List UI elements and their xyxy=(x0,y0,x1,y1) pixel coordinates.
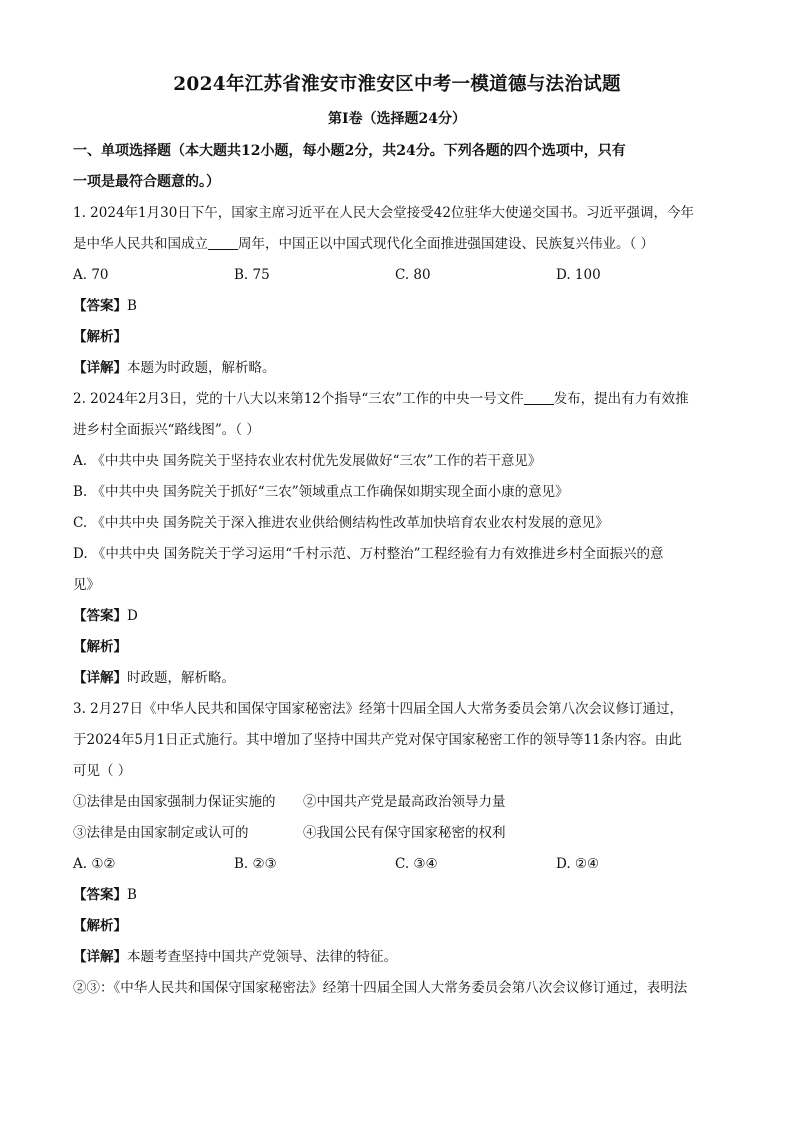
question-1-stem-part-b: 周年，中国正以中国式现代化全面推进强国建设、民族复兴伟业。（ ） xyxy=(238,236,655,252)
question-2-stem-line-1 xyxy=(73,384,723,415)
question-3-stem-line-2: 于2024年5月1日正式施行。其中增加了坚持中国共产党对保守国家秘密工作的领导等11条内容。由此 xyxy=(73,732,682,748)
page-title: 2024年江苏省淮安市淮安区中考一模道德与法治试题 xyxy=(173,74,621,95)
detail-text: 本题为时政题，解析略。 xyxy=(127,360,276,376)
question-3-detail xyxy=(73,942,723,973)
option-a: A. 70 xyxy=(73,267,109,283)
section-heading-line-1: 一、单项选择题（本大题共12小题，每小题2分，共24分。下列各题的四个选项中，只有 xyxy=(73,143,626,159)
option-b: B. 《中共中央 国务院关于抓好“三农”领域重点工作确保如期实现全面小康的意见》 xyxy=(73,484,569,500)
fill-blank xyxy=(208,235,238,250)
option-a: A. 《中共中央 国务院关于坚持农业农村优先发展做好“三农”工作的若干意见》 xyxy=(73,453,542,469)
statement-1: ①法律是由国家强制力保证实施的 xyxy=(73,794,276,810)
statement-2: ②中国共产党是最高政治领导力量 xyxy=(303,794,506,810)
question-1-options xyxy=(73,260,723,291)
analysis-label: 【解析】 xyxy=(73,329,127,345)
statement-3: ③法律是由国家制定或认可的 xyxy=(73,825,249,841)
question-2-answer xyxy=(73,601,723,632)
option-a: A. ①② xyxy=(73,856,116,872)
question-1 xyxy=(73,198,723,384)
answer-label: 【答案】 xyxy=(73,298,127,314)
question-2-analysis xyxy=(73,632,723,663)
question-2-stem-line-2: 进乡村全面振兴“路线图”。（ ） xyxy=(73,422,260,438)
question-2-stem-part-a: 2. 2024年2月3日，党的十八大以来第12个指导“三农”工作的中央一号文件 xyxy=(73,391,524,407)
statements-row-1 xyxy=(73,787,723,818)
detail-label: 【详解】 xyxy=(73,949,127,965)
option-d: D. 100 xyxy=(556,267,601,283)
question-1-stem-line-2 xyxy=(73,229,723,260)
question-2-detail xyxy=(73,663,723,694)
question-3-explanation: ②③：《中华人民共和国保守国家秘密法》经第十四届全国人大常务委员会第八次会议修订通过，表明法 xyxy=(73,980,688,996)
statements-row-2 xyxy=(73,818,723,849)
option-d: D. 《中共中央 国务院关于学习运用“千村示范、万村整治”工程经验有力有效推进乡村全面振兴的意 xyxy=(73,546,664,562)
question-3 xyxy=(73,694,723,1004)
option-b: B. 75 xyxy=(234,267,270,283)
analysis-label: 【解析】 xyxy=(73,639,127,655)
question-1-detail xyxy=(73,353,723,384)
option-c: C. 《中共中央 国务院关于深入推进农业供给侧结构性改革加快培育农业农村发展的意见》 xyxy=(73,515,609,531)
question-3-analysis xyxy=(73,911,723,942)
answer-value: D xyxy=(127,608,138,624)
option-c: C. ③④ xyxy=(395,856,438,872)
detail-text: 本题考查坚持中国共产党领导、法律的特征。 xyxy=(127,949,397,965)
option-d: D. ②④ xyxy=(556,856,600,872)
analysis-label: 【解析】 xyxy=(73,918,127,934)
question-1-stem-line-1: 1. 2024年1月30日下午，国家主席习近平在人民大会堂接受42位驻华大使递交国书。习近平强调，今年 xyxy=(73,205,694,221)
question-3-answer xyxy=(73,880,723,911)
fill-blank xyxy=(524,390,554,405)
question-3-options xyxy=(73,849,723,880)
question-1-analysis xyxy=(73,322,723,353)
document-body xyxy=(73,136,723,1004)
question-3-stem-line-3: 可见（ ） xyxy=(73,763,132,779)
option-c: C. 80 xyxy=(395,267,431,283)
question-3-stem-line-1: 3. 2月27日《中华人民共和国保守国家秘密法》经第十四届全国人大常务委员会第八次会议修订通过， xyxy=(73,701,683,717)
answer-label: 【答案】 xyxy=(73,887,127,903)
detail-text: 时政题，解析略。 xyxy=(127,670,235,686)
answer-value: B xyxy=(127,887,137,903)
section-heading-line-2: 一项是最符合题意的。） xyxy=(73,174,220,190)
question-1-stem-part-a: 是中华人民共和国成立 xyxy=(73,236,208,252)
detail-label: 【详解】 xyxy=(73,360,127,376)
question-2-stem-part-b: 发布，提出有力有效推 xyxy=(553,391,689,407)
statement-4: ④我国公民有保守国家秘密的权利 xyxy=(303,825,506,841)
page-subtitle: 第Ⅰ卷（选择题24分） xyxy=(327,111,467,127)
answer-label: 【答案】 xyxy=(73,608,127,624)
option-b: B. ②③ xyxy=(234,856,277,872)
question-1-answer xyxy=(73,291,723,322)
option-d-continued: 见》 xyxy=(73,577,100,593)
detail-label: 【详解】 xyxy=(73,670,127,686)
question-2 xyxy=(73,384,723,694)
answer-value: B xyxy=(127,298,137,314)
